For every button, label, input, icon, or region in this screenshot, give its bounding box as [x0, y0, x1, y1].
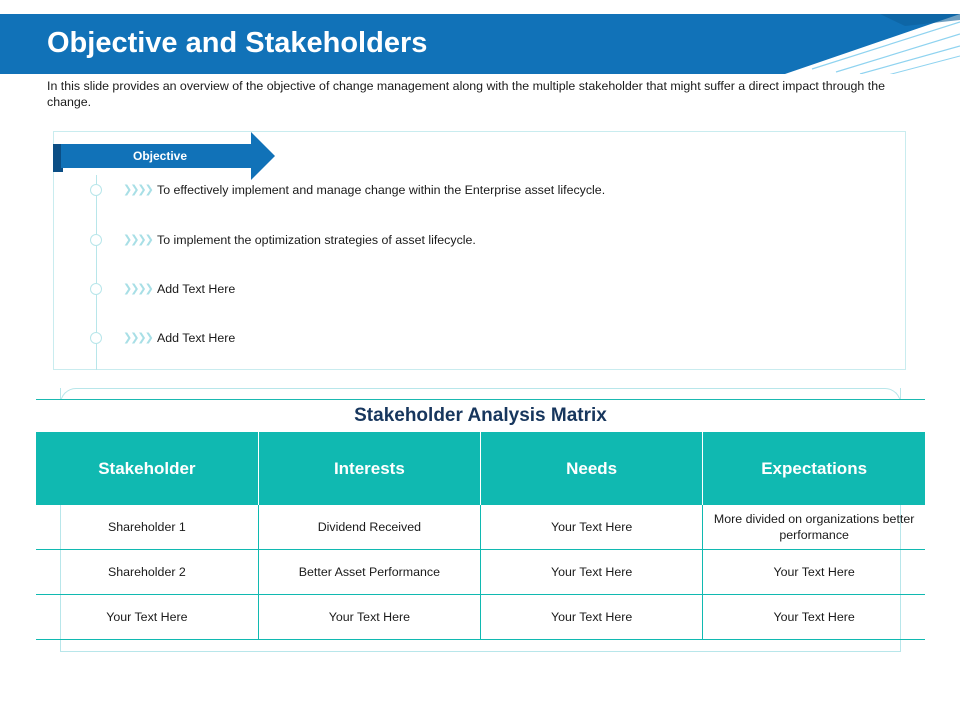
column-header: Needs [481, 432, 703, 505]
timeline-dot-icon [90, 283, 102, 295]
matrix-title: Stakeholder Analysis Matrix [354, 405, 607, 426]
objective-item-text: Add Text Here [157, 282, 236, 296]
chevrons-right-icon: ❯❯❯❯ [123, 234, 152, 246]
chevrons-right-icon: ❯❯❯❯ [123, 283, 152, 295]
table-cell: Your Text Here [481, 550, 703, 595]
table-cell: Better Asset Performance [258, 550, 480, 595]
chevrons-right-icon: ❯❯❯❯ [123, 184, 152, 196]
timeline-dot-icon [90, 184, 102, 196]
table-cell: Shareholder 1 [36, 505, 258, 550]
table-cell: Shareholder 2 [36, 550, 258, 595]
column-header: Expectations [703, 432, 925, 505]
column-header: Interests [258, 432, 480, 505]
column-header: Stakeholder [36, 432, 258, 505]
table-row [36, 505, 925, 550]
chevrons-right-icon: ❯❯❯❯ [123, 332, 152, 344]
table-cell: Your Text Here [703, 550, 925, 595]
timeline-dot-icon [90, 332, 102, 344]
table-cell: Your Text Here [703, 595, 925, 640]
table-row [36, 595, 925, 640]
table-cell: Your Text Here [36, 595, 258, 640]
stakeholder-matrix-table [36, 432, 925, 640]
table-cell: Your Text Here [481, 505, 703, 550]
table-row [36, 550, 925, 595]
table-cell: Your Text Here [481, 595, 703, 640]
table-cell: Your Text Here [258, 595, 480, 640]
objective-item-text: Add Text Here [157, 331, 236, 345]
timeline-dot-icon [90, 234, 102, 246]
objective-item-text: To effectively implement and manage change within the Enterprise asset lifecycle. [157, 183, 606, 197]
table-cell: Dividend Received [258, 505, 480, 550]
objective-label: Objective [132, 149, 188, 163]
page-title: Objective and Stakeholders [47, 27, 428, 59]
table-header-row [36, 432, 925, 505]
objective-item-text: To implement the optimization strategies of asset lifecycle. [157, 233, 476, 247]
intro-text: In this slide provides an overview of the objective of change management along with the multiple stakeholder that might suffer a direct impact through the change. [47, 79, 885, 109]
table-cell: More divided on organizations better performance [703, 505, 925, 550]
